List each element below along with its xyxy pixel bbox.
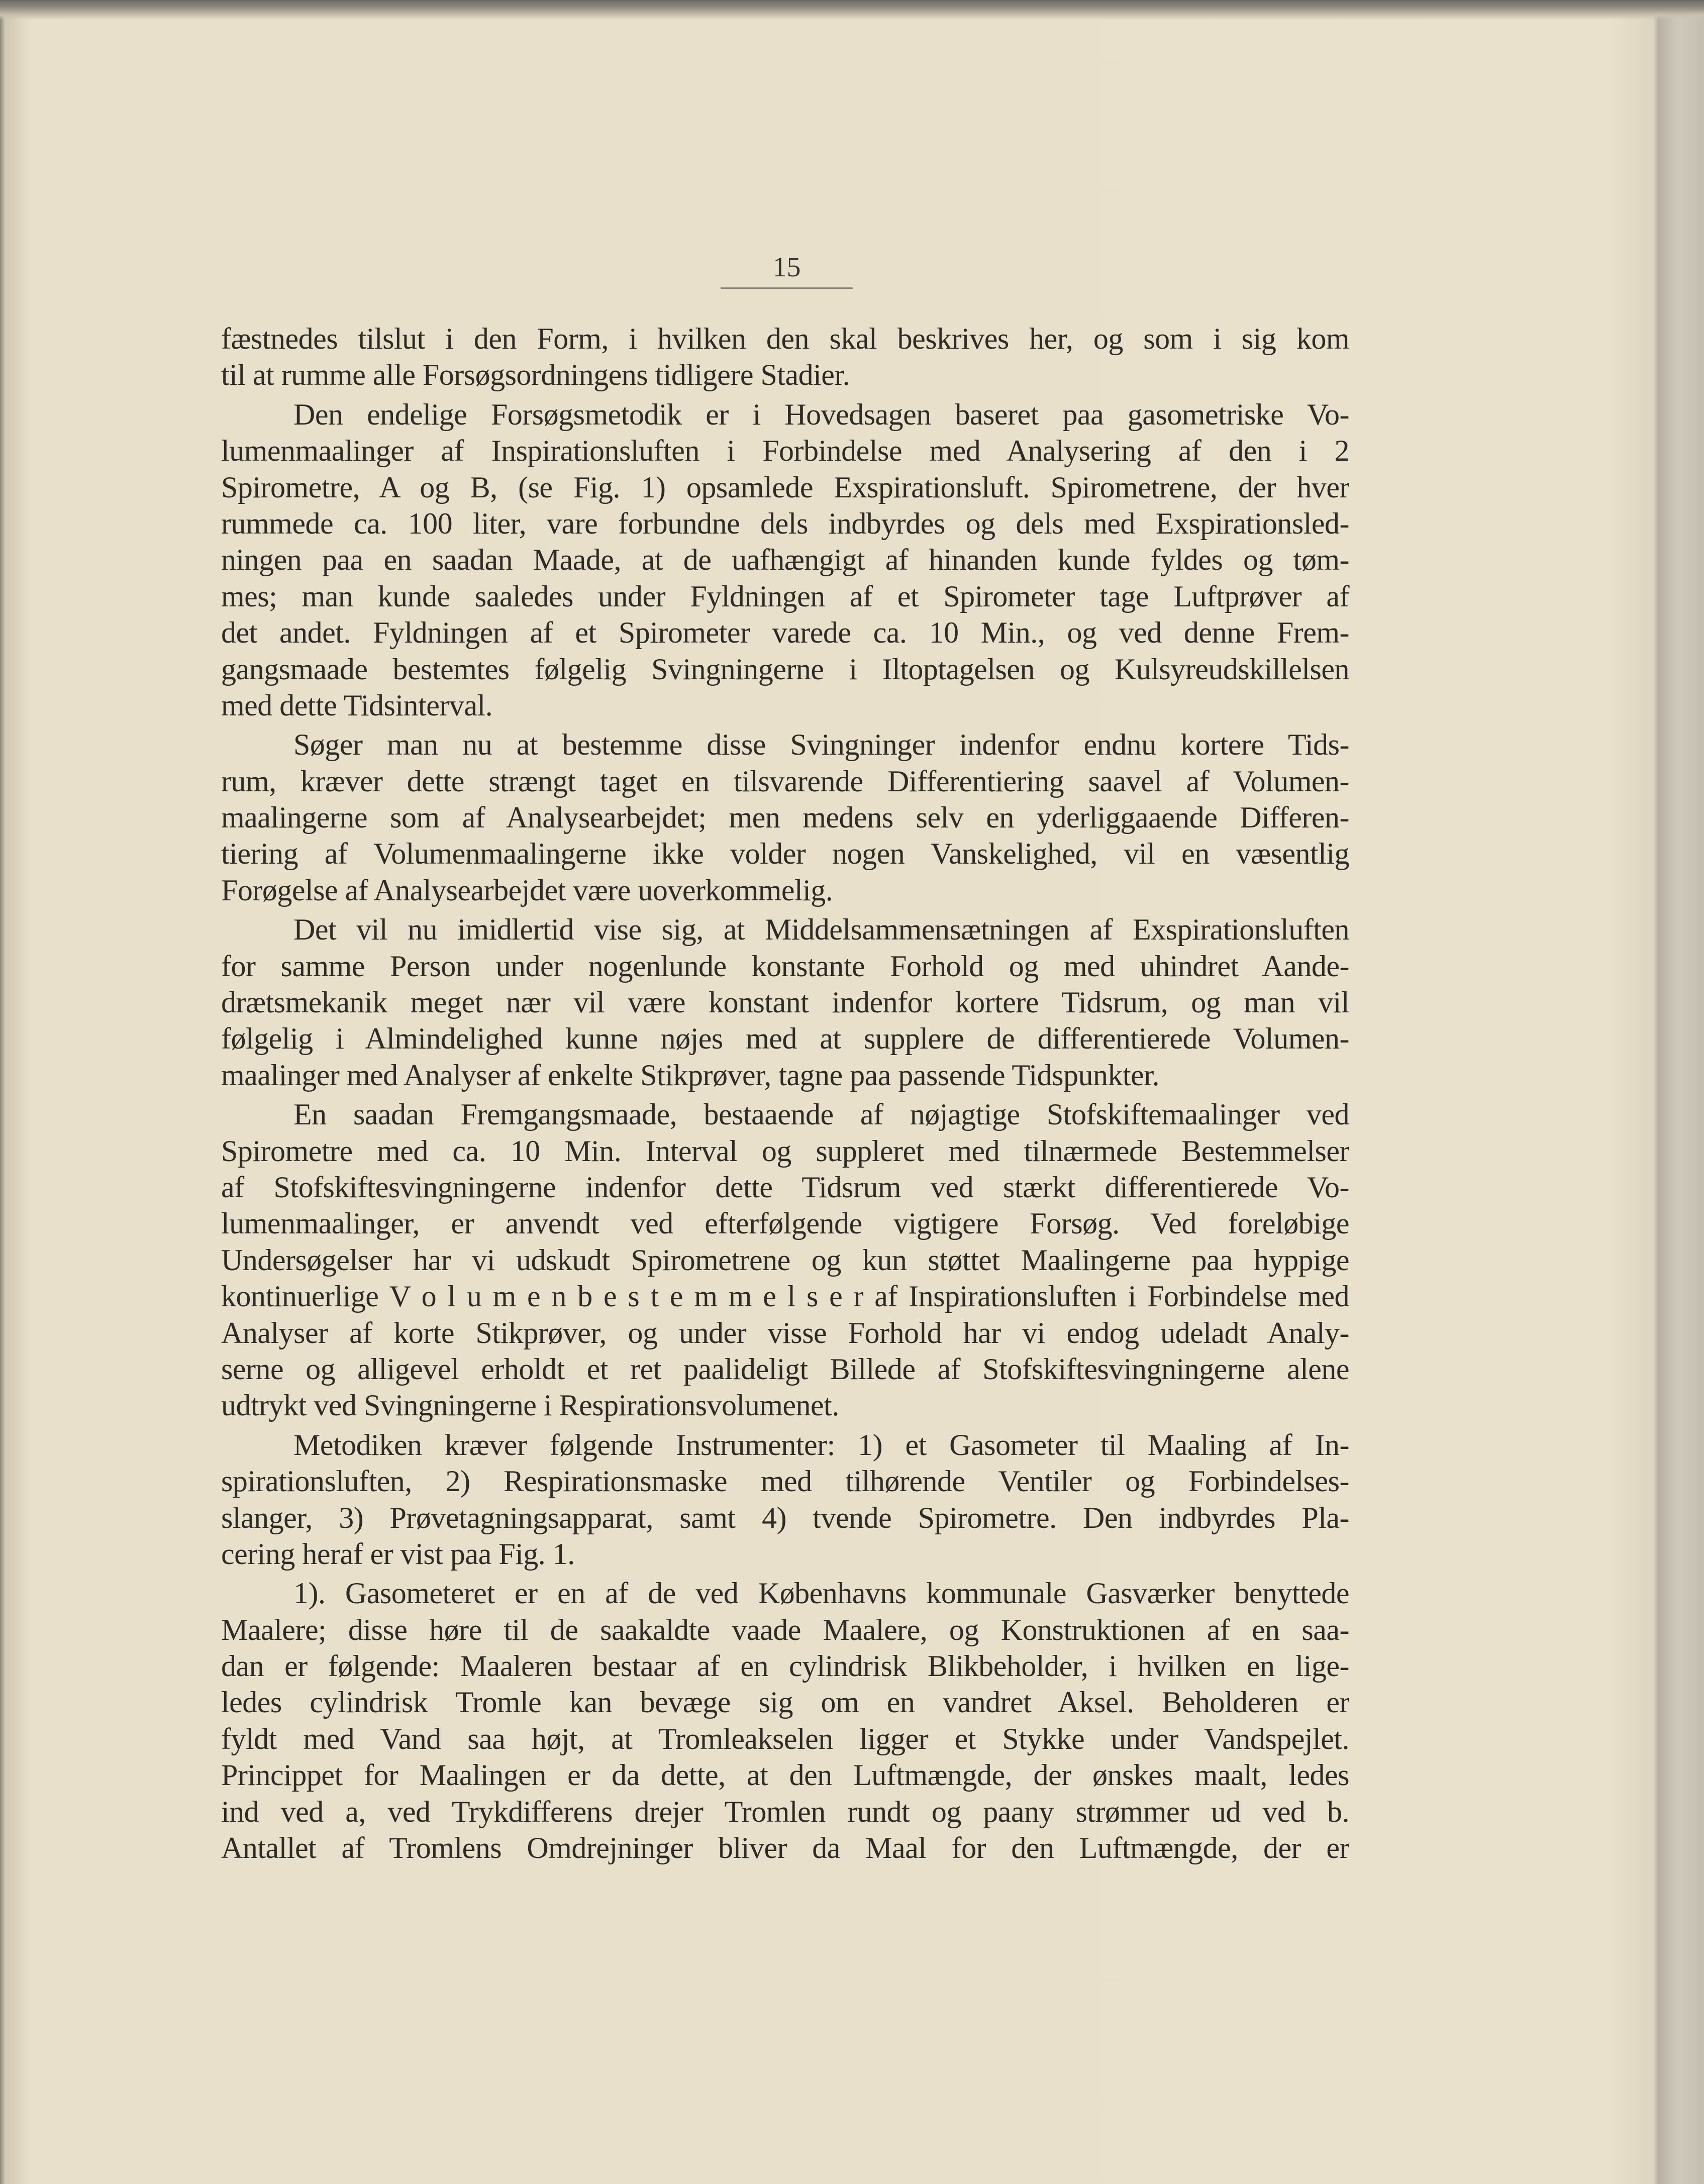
text-line: serne og alligevel erholdt et ret paalideligt Billede af Stofskiftesvingningerne alene [221,1352,1349,1386]
text-line: lumenmaalinger, er anvendt ved efterfølgende vigtigere Forsøg. Ved foreløbige [221,1207,1349,1240]
text-line: fyldt med Vand saa højt, at Tromleakselen ligger et Stykke under Vandspejlet. [221,1722,1349,1755]
text-line: cering heraf er vist paa Fig. 1. [221,1537,575,1571]
text-line: ledes cylindrisk Tromle kan bevæge sig om en vandret Aksel. Beholderen er [221,1686,1349,1719]
text-line: ind ved a, ved Trykdifferens drejer Tromlen rundt og paany strømmer ud ved b. [221,1795,1349,1828]
text-line: mes; man kunde saaledes under Fyldningen af et Spirometer tage Luftprøver af [221,579,1349,613]
paragraph [221,726,1349,908]
text-line: 1). Gasometeret er en af de ved Københavns kommunale Gasværker benyttede [293,1577,1349,1610]
paragraph [221,1575,1349,1866]
text-line: af Stofskiftesvingningerne indenfor dette Tidsrum ved stærkt differentierede Vo- [221,1170,1349,1204]
text-line: maalingerne som af Analysearbejdet; men medens selv en yderliggaaende Differen- [221,801,1349,835]
text-line: følgelig i Almindelighed kunne nøjes med at supplere de differentierede Volumen- [221,1022,1349,1056]
paragraph [221,396,1349,724]
text-line: dan er følgende: Maaleren bestaar af en cylindrisk Blikbeholder, i hvilken en lige- [221,1649,1349,1683]
text-line: Forøgelse af Analysearbejdet være uoverkommelig. [221,873,833,907]
text-line: gangsmaade bestemtes følgelig Svingningerne i Iltoptagelsen og Kulsyreudskillelsen [221,652,1349,686]
text-line: Det vil nu imidlertid vise sig, at Middelsammensætningen af Exspirationsluften [293,913,1349,947]
text-line: spirationsluften, 2) Respirationsmaske med tilhørende Ventiler og Forbindelses- [221,1465,1349,1498]
text-line: Maalere; disse høre til de saakaldte vaade Maalere, og Konstruktionen af en saa- [221,1613,1349,1646]
text-line: lumenmaalinger af Inspirationsluften i Forbindelse med Analysering af den i 2 [221,434,1349,468]
text-line: slanger, 3) Prøvetagningsapparat, samt 4) tvende Spirometre. Den indbyrdes Pla- [221,1501,1349,1534]
text-line: Undersøgelser har vi udskudt Spirometrene og kun støttet Maalingerne paa hyppige [221,1243,1349,1277]
paragraph [221,1427,1349,1573]
paragraph [221,911,1349,1093]
text-line: Den endelige Forsøgsmetodik er i Hovedsagen baseret paa gasometriske Vo- [293,397,1349,431]
text-line: med dette Tidsinterval. [221,688,493,722]
text-line: Spirometre, A og B, (se Fig. 1) opsamlede Exspirationsluft. Spirometrene, der hver [221,470,1349,504]
text-line: maalinger med Analyser af enkelte Stikprøver, tagne paa passende Tidspunkter. [221,1058,1159,1092]
page-number: 15 [772,252,801,283]
text-line: Antallet af Tromlens Omdrejninger bliver da Maal for den Luftmængde, der er [221,1831,1349,1865]
page-number-rule [721,287,853,289]
text-line: ningen paa en saadan Maade, at de uafhængigt af hinanden kunde fyldes og tøm- [221,543,1349,577]
text-line: En saadan Fremgangsmaade, bestaaende af nøjagtige Stofskiftemaalinger ved [293,1098,1349,1131]
text-line: til at rumme alle Forsøgsordningens tidligere Stadier. [221,358,850,392]
paragraph [221,321,1349,393]
text-line: Metodiken kræver følgende Instrumenter: 1) et Gasometer til Maaling af In- [293,1428,1349,1462]
paragraph [221,1096,1349,1424]
text-line: tiering af Volumenmaalingerne ikke volder nogen Vanskelighed, vil en væsentlig [221,837,1349,871]
text-line: udtrykt ved Svingningerne i Respirationsvolumenet. [221,1389,839,1422]
text-line: fæstnedes tilslut i den Form, i hvilken den skal beskrives her, og som i sig kom [221,322,1349,355]
text-line: Spirometre med ca. 10 Min. Interval og suppleret med tilnærmede Bestemmelser [221,1134,1349,1168]
text-line: det andet. Fyldningen af et Spirometer varede ca. 10 Min., og ved denne Frem- [221,616,1349,650]
text-line: Søger man nu at bestemme disse Svingninger indenfor endnu kortere Tids- [293,728,1349,762]
text-line: kontinuerlige V o l u m e n b e s t e m m e l s e r af Inspirationsluften i Forbindelse med [221,1280,1349,1313]
scan-top-edge [0,0,1704,20]
text-line: rummede ca. 100 liter, vare forbundne dels indbyrdes og dels med Exspirationsled- [221,506,1349,540]
text-line: rum, kræver dette strængt taget en tilsvarende Differentiering saavel af Volumen- [221,764,1349,798]
body-text [221,318,1349,1866]
text-line: Analyser af korte Stikprøver, og under visse Forhold har vi endog udeladt Analy- [221,1316,1349,1349]
text-line: for samme Person under nogenlunde konstante Forhold og med uhindret Aande- [221,949,1349,983]
text-line: Princippet for Maalingen er da dette, at den Luftmængde, der ønskes maalt, ledes [221,1758,1349,1792]
text-line: drætsmekanik meget nær vil være konstant indenfor kortere Tidsrum, og man vil [221,986,1349,1019]
